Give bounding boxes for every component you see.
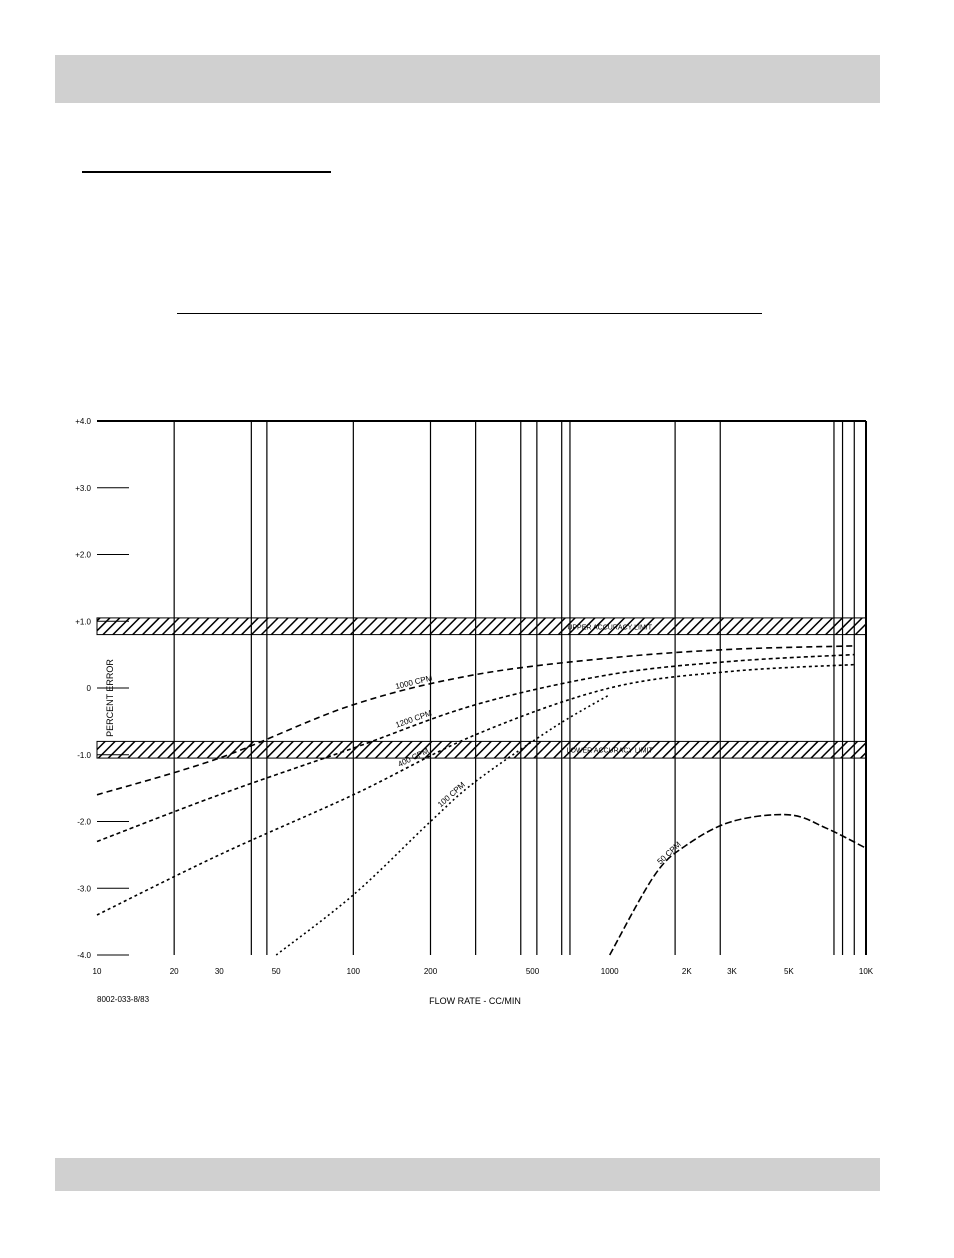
x-tick-label-12: 10K <box>858 967 874 976</box>
series-line-50-cpm <box>610 815 866 955</box>
y-tick-label-3: +2.0 <box>75 550 91 560</box>
figure-title-underline <box>177 313 762 314</box>
y-tick-label-5: 0 <box>86 684 91 693</box>
x-tick-label-2: 20 <box>169 967 179 976</box>
y-tick-label-2: +3.0 <box>75 483 91 493</box>
vertical-gridlines <box>174 421 854 955</box>
header-bar <box>55 55 880 103</box>
series-curves <box>97 646 866 955</box>
accuracy-chart <box>0 400 954 1020</box>
series-label-1200-cpm: 1200 CPM <box>394 708 433 730</box>
axis-ticks <box>75 417 874 976</box>
y-tick-label-7: -2.0 <box>77 817 91 827</box>
x-tick-label-11: 5K <box>783 967 794 976</box>
accuracy-band-2 <box>97 741 866 758</box>
band-label-1: UPPER ACCURACY LIMIT <box>567 624 653 632</box>
x-tick-label-10: 3K <box>727 967 737 976</box>
series-label-1000-cpm: 1000 CPM <box>394 673 434 692</box>
section-heading-underline <box>82 171 331 173</box>
plot-frame <box>97 421 866 955</box>
x-tick-label-3: 30 <box>214 967 224 976</box>
x-tick-label-8: 1000 <box>600 967 619 976</box>
x-tick-label-6: 200 <box>423 967 438 976</box>
y-tick-label-9: -4.0 <box>77 951 91 960</box>
accuracy-band-1 <box>97 618 866 635</box>
accuracy-bands <box>97 618 866 758</box>
x-tick-label-4: 50 <box>271 967 281 976</box>
y-tick-label-6: -1.0 <box>77 750 91 760</box>
x-axis-label: FLOW RATE - CC/MIN <box>429 996 521 1006</box>
y-tick-label-1: +4.0 <box>75 417 91 426</box>
series-label-100-cpm: 100 CPM <box>435 780 467 810</box>
y-axis-label: PERCENT ERROR <box>105 659 115 737</box>
series-label-50-cpm: 50 CPM <box>655 839 683 867</box>
x-tick-label-1: 10 <box>92 967 102 976</box>
series-label-400-cpm: 400 CPM <box>396 746 431 769</box>
figure-id-label: 8002-033-8/83 <box>97 995 150 1004</box>
footer-bar <box>55 1158 880 1191</box>
x-tick-label-7: 500 <box>525 967 540 976</box>
series-line-100-cpm <box>276 695 610 955</box>
y-tick-label-8: -3.0 <box>77 884 91 894</box>
x-tick-label-5: 100 <box>346 967 361 976</box>
band-label-2: LOWER ACCURACY LIMIT <box>566 747 653 755</box>
y-tick-label-4: +1.0 <box>75 617 91 627</box>
x-tick-label-9: 2K <box>681 967 692 976</box>
